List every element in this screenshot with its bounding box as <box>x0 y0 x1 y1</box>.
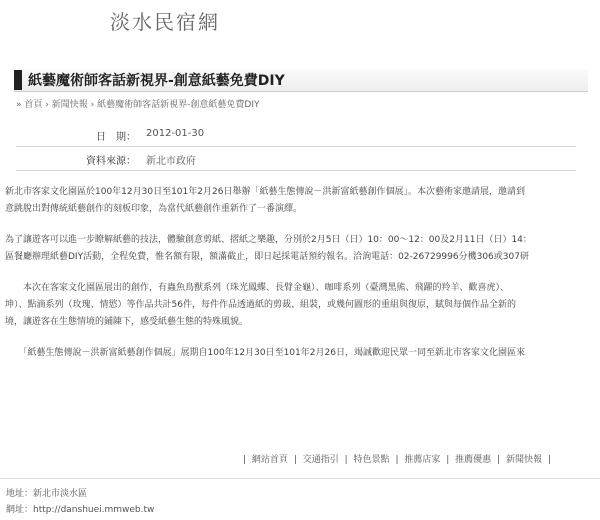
paragraph-3 <box>5 280 588 331</box>
date-label: 日 期： <box>96 132 136 143</box>
footer-link-shops[interactable]: 推薦店家 <box>404 455 441 465</box>
paragraph-line: 意跳脫出對傳統紙藝創作的刻板印象，為當代紙藝創作重新作了一番演繹。 <box>5 204 303 214</box>
footer-separator: | <box>243 455 247 465</box>
paragraph-line: 本次在客家文化園區展出的創作，有蟲魚鳥獸系列（珠光鳳蝶、長臂金龜）、咖啡系列（臺灣黑熊、飛躍的羚羊、歡喜虎）、 <box>5 283 510 293</box>
paragraph-line: 區餐廳辦理紙藝DIY活動，全程免費，惟名額有限，額滿截止，即日起採電話預約報名。洽詢電話：02-26729996分機306或307研 <box>5 252 529 262</box>
breadcrumb-separator: › <box>90 100 95 110</box>
paragraph-line: 為了讓遊客可以進一步瞭解紙藝的技法，體驗創意剪紙、摺紙之樂趣，分別於2月5日（日）10：00～12：00及2月11日（日）14： <box>5 235 532 245</box>
breadcrumb-current: 紙藝魔術師客話新視界-創意紙藝免費DIY <box>97 100 260 110</box>
footer-nav <box>240 452 554 465</box>
breadcrumb-news-link[interactable]: 新聞快報 <box>51 100 88 110</box>
paragraph-line: 新北市客家文化園區於100年12月30日至101年2月26日舉辦「紙藝生態傳說－洪新富紙藝創作個展」。本次藝術家邀請展，邀請到 <box>5 187 525 197</box>
double-chevron-right-icon: » <box>16 100 22 110</box>
article-body <box>5 184 588 384</box>
footer-link-traffic[interactable]: 交通指引 <box>302 455 339 465</box>
footer-url[interactable]: 網址：http://danshuei.mmweb.tw <box>6 505 155 515</box>
paragraph-line: 「紙藝生態傳說－洪新富紙藝創作個展」展期自100年12月30日至101年2月26日，竭誠歡迎民眾一同至新北市客家文化園區來 <box>5 348 525 358</box>
footer-separator: | <box>446 455 450 465</box>
date-value: 2012-01-30 <box>146 128 205 139</box>
title-marker-icon <box>14 70 22 90</box>
footer-separator: | <box>344 455 348 465</box>
page-title: 紙藝魔術師客話新視界-創意紙藝免費DIY <box>28 73 285 89</box>
footer-link-attractions[interactable]: 特色景點 <box>353 455 390 465</box>
paragraph-2 <box>5 232 588 266</box>
source-row <box>16 148 576 171</box>
source-label: 資料來源： <box>86 156 136 167</box>
footer-separator: | <box>547 455 551 465</box>
date-row <box>16 124 576 147</box>
footer-address: 地址：新北市淡水區 <box>6 489 88 499</box>
paragraph-1 <box>5 184 588 218</box>
footer-separator: | <box>293 455 297 465</box>
footer-link-home[interactable]: 網站首頁 <box>251 455 288 465</box>
breadcrumb <box>16 97 259 110</box>
article-title-bar <box>14 69 588 92</box>
paragraph-line: 坤）、點滴系列（玫瑰、情慾）等作品共計56件，每件作品透過紙的剪裁、組裝，或幾何圖形的重組與復原，賦與每個作品全新的 <box>5 300 516 310</box>
footer-separator: | <box>395 455 399 465</box>
site-title[interactable]: 淡水民宿網 <box>110 10 220 34</box>
footer-link-offers[interactable]: 推薦優惠 <box>455 455 492 465</box>
paragraph-line: 境，讓遊客在生態情境的鋪陳下，感受紙藝生態的特殊風貌。 <box>5 317 249 327</box>
footer-divider <box>0 478 600 479</box>
footer-link-news[interactable]: 新聞快報 <box>505 455 542 465</box>
breadcrumb-separator: › <box>45 100 49 110</box>
breadcrumb-home-link[interactable]: 首頁 <box>24 100 43 110</box>
paragraph-4 <box>5 345 588 362</box>
footer-separator: | <box>497 455 501 465</box>
source-value: 新北市政府 <box>146 156 196 167</box>
